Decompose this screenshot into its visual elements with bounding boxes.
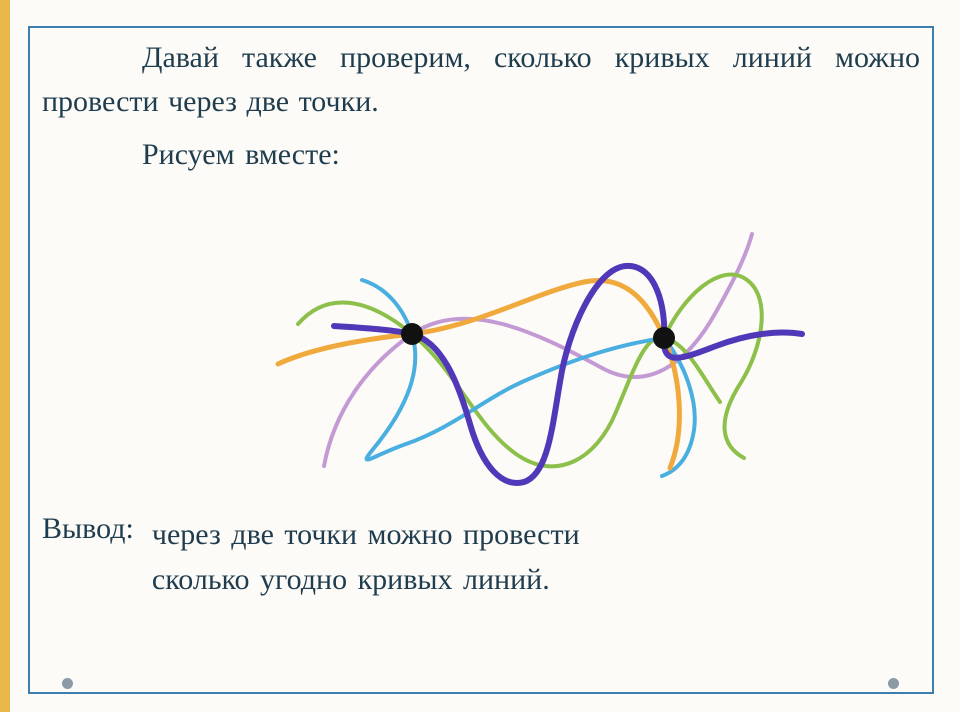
conclusion-label: Вывод:	[42, 512, 134, 545]
conclusion-text	[152, 512, 920, 602]
point-B	[653, 327, 675, 349]
bottom-rule	[0, 712, 960, 720]
draw-together-label: Рисуем вместе:	[142, 138, 340, 171]
point-A	[401, 323, 423, 345]
conclusion-block	[42, 512, 920, 602]
intro-line-2: линий можно провести через две точки.	[42, 41, 920, 118]
intro-line-1: Давай также проверим, сколько кривых	[142, 41, 710, 74]
curves-figure	[216, 216, 816, 506]
conclusion-line-1: через две точки можно провести	[151, 518, 580, 551]
decorative-dot-right	[888, 678, 899, 689]
slide-content	[36, 26, 926, 694]
intro-paragraph	[42, 36, 920, 123]
decorative-dot-left	[62, 678, 73, 689]
conclusion-line-2: сколько угодно кривых линий.	[151, 563, 550, 596]
accent-bar-left	[0, 0, 10, 720]
